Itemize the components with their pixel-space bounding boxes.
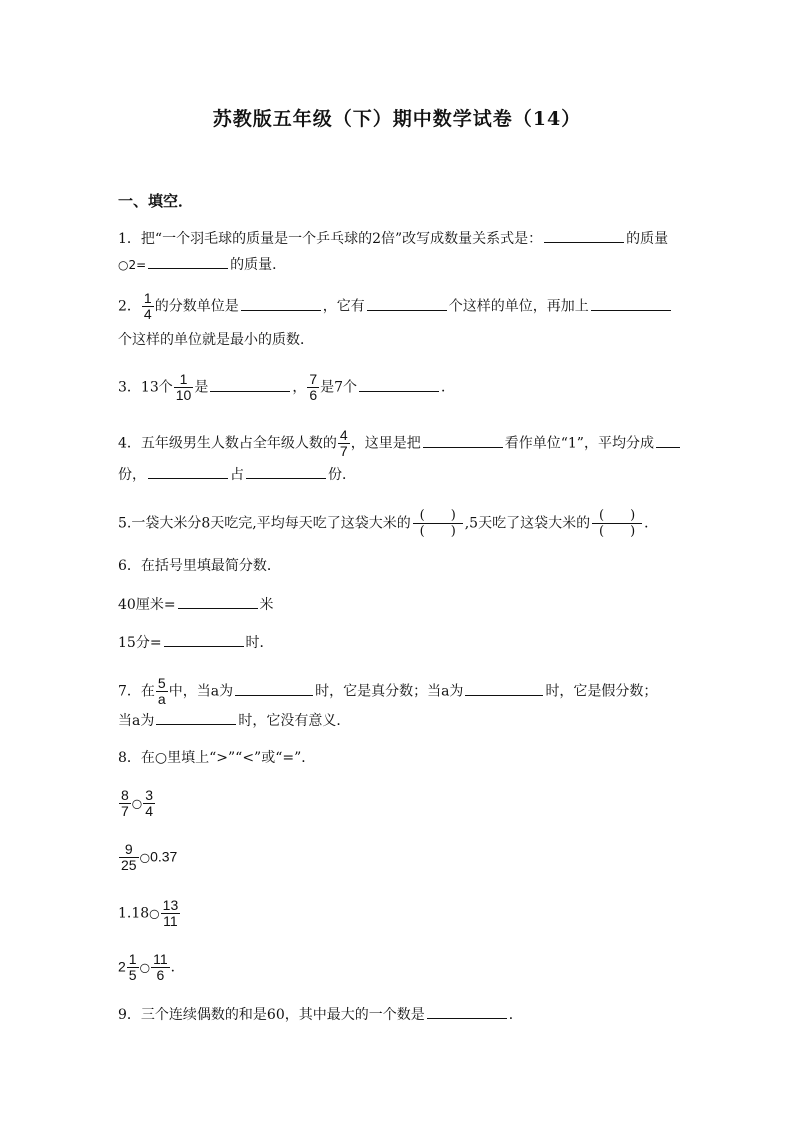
q2-fraction	[142, 291, 154, 322]
q7-line2	[118, 710, 350, 731]
q6-row1-text: 40厘米=	[118, 597, 176, 613]
q6-row1	[118, 594, 274, 615]
q8-text: 8．在○里填上“>”“<”或“=”．	[118, 750, 316, 766]
q1-text-d: 的质量．	[230, 257, 287, 273]
q2-text-a: 的分数单位是	[154, 298, 239, 315]
q8-r4-fraction-1	[127, 952, 139, 983]
q7-text-a: 7．在	[118, 683, 155, 700]
q6-blank-2[interactable]	[164, 632, 244, 647]
q2-text-c: 个这样的单位，再加上	[448, 298, 589, 315]
q3-blank-2[interactable]	[359, 377, 439, 392]
q2-text-b: ，它有	[322, 298, 365, 315]
q8-r4-tail: ．	[170, 959, 185, 976]
fraction-denominator: 7	[121, 803, 129, 819]
q2-blank-1[interactable]	[241, 296, 321, 311]
q5-text-a: 5.一袋大米分8天吃完,平均每天吃了这袋大米的	[118, 515, 411, 532]
compare-circle-3[interactable]: ○	[149, 906, 160, 921]
q4-text-f: 份．	[328, 467, 356, 483]
q2-number: 2．	[118, 298, 141, 315]
q4-line1	[118, 428, 682, 459]
q8-r3-fraction	[161, 898, 181, 929]
q5-fraction-blank-1[interactable]	[413, 508, 463, 539]
fraction-numerator: 13	[162, 897, 179, 913]
q1-text-a: 1．把“一个羽毛球的质量是一个乒乓球的2倍”改写成数量关系式是：	[118, 231, 543, 247]
q7-blank-2[interactable]	[465, 681, 543, 696]
q1-blank-2[interactable]	[148, 254, 228, 269]
q6-blank-1[interactable]	[178, 594, 258, 609]
q9-text-b: ．	[508, 1007, 523, 1023]
q5-line	[118, 508, 658, 539]
q7-text-f: 时，它没有意义．	[238, 713, 351, 729]
q4-blank-2[interactable]	[656, 433, 680, 448]
q1-text-b: 的质量	[626, 231, 669, 247]
q6-row2	[118, 632, 274, 653]
paren-numerator: ( )	[592, 508, 642, 524]
q9-blank[interactable]	[427, 1004, 507, 1019]
paren-denominator: ( )	[419, 524, 456, 539]
q3-text-c: ，	[292, 379, 307, 396]
fraction-numerator: 1	[128, 951, 137, 967]
q7-text-b: 中，当a为	[168, 683, 234, 700]
fraction-denominator: 6	[309, 387, 318, 403]
q7-text-c: 时，它是真分数；当a为	[315, 683, 464, 700]
q2-blank-2[interactable]	[367, 296, 447, 311]
fraction-denominator: 11	[163, 913, 178, 929]
q4-text-e: 占	[230, 467, 244, 483]
page-title: 苏教版五年级（下）期中数学试卷（14）	[212, 108, 582, 130]
fraction-numerator: 8	[121, 787, 129, 803]
compare-circle-4[interactable]: ○	[139, 960, 151, 975]
q7-blank-3[interactable]	[156, 710, 236, 725]
q8-row3	[118, 898, 181, 929]
q1-line2	[118, 254, 286, 275]
q8-r3-decimal: 1.18	[118, 905, 150, 922]
fraction-denominator: 5	[128, 967, 137, 983]
fraction-denominator: 25	[121, 857, 137, 873]
q9-line	[118, 1004, 523, 1025]
q4-blank-1[interactable]	[423, 433, 503, 448]
fraction-numerator: 9	[119, 842, 139, 858]
q8-row1	[118, 788, 156, 819]
q8-r4-whole: 2	[118, 958, 126, 975]
q5-text-b: ,5天吃了这袋大米的	[464, 515, 591, 532]
fraction-denominator: 4	[143, 306, 152, 322]
compare-circle-2[interactable]: ○	[139, 850, 151, 865]
q7-fraction	[156, 676, 168, 707]
fraction-denominator: 10	[175, 387, 192, 403]
q1-text-c: ○2=	[118, 258, 147, 272]
fraction-denominator: 4	[145, 803, 154, 819]
q6-row2-text: 15分=	[118, 635, 162, 651]
q3-fraction-1	[174, 372, 194, 403]
fraction-denominator: 6	[156, 967, 165, 983]
q3-blank-1[interactable]	[210, 377, 290, 392]
q3-text-b: 是	[194, 379, 209, 396]
q4-blank-4[interactable]	[246, 464, 326, 479]
q1-blank-1[interactable]	[544, 228, 624, 243]
q4-fraction	[338, 428, 350, 459]
q2-line2: 个这样的单位就是最小的质数．	[118, 332, 314, 348]
q8-r2-fraction	[119, 842, 139, 873]
q8-r1-fraction-1	[119, 788, 131, 819]
q4-text-a: 4．五年级男生人数占全年级人数的	[118, 435, 337, 452]
q8-row2	[118, 842, 177, 873]
q4-line2	[118, 464, 356, 485]
q1-line1	[118, 228, 668, 249]
q7-text-e: 当a为	[118, 713, 155, 729]
q3-line	[118, 372, 455, 403]
fraction-numerator: 3	[145, 787, 154, 803]
fraction-numerator: 7	[309, 371, 318, 387]
q3-text-e: ．	[441, 379, 456, 396]
paren-numerator: ( )	[413, 508, 463, 524]
paren-denominator: ( )	[599, 524, 636, 539]
q7-text-d: 时，它是假分数；	[545, 683, 658, 700]
q4-blank-3[interactable]	[148, 464, 228, 479]
q7-blank-1[interactable]	[235, 681, 313, 696]
q8-row4	[118, 952, 185, 983]
q4-text-b: ，这里是把	[350, 435, 421, 452]
q4-text-d: 份，	[118, 467, 146, 483]
q8-r4-fraction-2	[151, 952, 170, 983]
q4-text-c: 看作单位“1”，平均分成	[504, 435, 654, 452]
section-heading: 一、填空．	[118, 192, 194, 210]
q5-text-c: ．	[644, 515, 659, 532]
q7-line1	[118, 676, 657, 707]
fraction-denominator: a	[157, 691, 166, 707]
fraction-numerator: 1	[143, 290, 152, 306]
q5-fraction-blank-2[interactable]	[592, 508, 642, 539]
q3-text-a: 3．13个	[118, 379, 173, 396]
fraction-numerator: 11	[153, 951, 168, 967]
q6-row1-unit: 米	[259, 597, 274, 613]
fraction-denominator: 7	[339, 443, 348, 459]
q9-text-a: 9．三个连续偶数的和是60，其中最大的一个数是	[118, 1007, 425, 1023]
q6-row2-unit: 时．	[245, 635, 274, 651]
q3-fraction-2	[307, 372, 319, 403]
q2-blank-3[interactable]	[591, 296, 671, 311]
fraction-numerator: 4	[339, 427, 348, 443]
q3-text-d: 是7个	[320, 379, 358, 396]
fraction-numerator: 1	[174, 372, 194, 388]
compare-circle-1[interactable]: ○	[131, 796, 143, 811]
fraction-numerator: 5	[157, 675, 166, 691]
q6-text: 6．在括号里填最简分数．	[118, 558, 281, 574]
q2-line1	[118, 291, 673, 322]
q8-r1-fraction-2	[143, 788, 155, 819]
q8-r2-decimal: 0.37	[150, 848, 178, 865]
